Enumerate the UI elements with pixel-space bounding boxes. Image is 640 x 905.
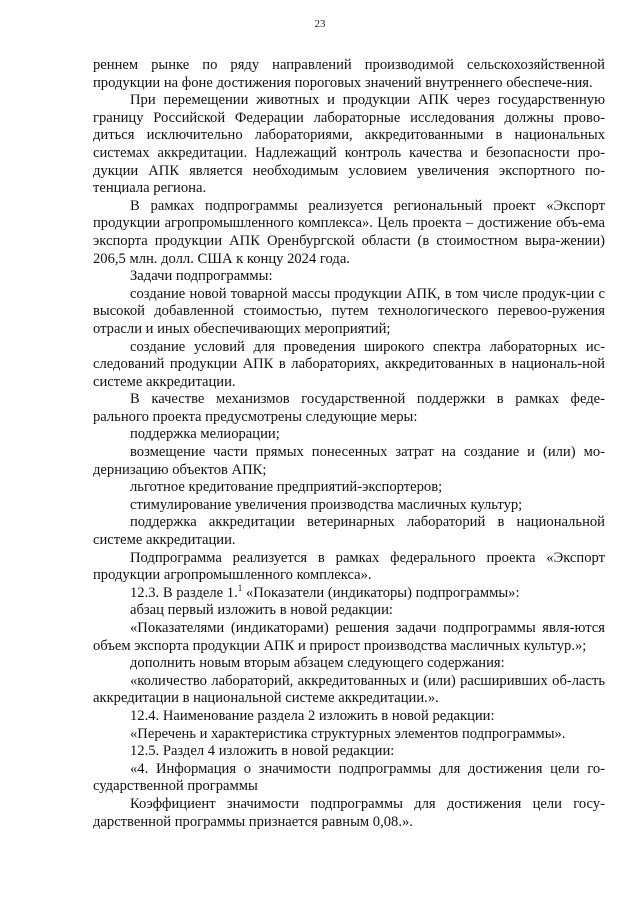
paragraph-text: стимулирование увеличения производства масличных культур;: [130, 496, 523, 513]
paragraph-text: поддержка аккредитации ветеринарных лабораторий в национальной системе аккредитации.: [93, 514, 605, 549]
paragraph-text: «Перечень и характеристика структурных элементов подпрограммы».: [130, 725, 566, 742]
paragraph: [93, 796, 605, 831]
paragraph-text: возмещение части прямых понесенных затрат на создание и (или) мо-дернизацию объектов АПК;: [93, 444, 605, 478]
paragraph: [93, 391, 605, 426]
paragraph: [93, 582, 605, 603]
paragraph: [93, 479, 605, 497]
paragraph-text: «Показателями (индикаторами) решения задачи подпрограммы явля-ются объем экспорта продукции АПК и прирост производства масличных культур.»;: [93, 620, 605, 654]
paragraph: [93, 268, 605, 286]
paragraph: [93, 198, 605, 268]
paragraph-text: В качестве механизмов государственной поддержки в рамках феде-рального проекта предусмотрены следующие меры:: [93, 391, 605, 425]
paragraph-text: 12.4. Наименование раздела 2 изложить в новой редакции:: [130, 707, 495, 724]
paragraph-text: 12.3. В разделе 1.: [130, 584, 238, 601]
paragraph: [93, 655, 605, 673]
paragraph: [93, 92, 605, 198]
paragraph: [93, 497, 605, 515]
paragraph: [93, 550, 605, 585]
paragraph: [93, 761, 605, 796]
paragraph: [93, 426, 605, 444]
paragraph: [93, 339, 605, 392]
paragraph-text: 12.5. Раздел 4 изложить в новой редакции:: [130, 743, 395, 760]
paragraph-text: создание условий для проведения широкого спектра лабораторных ис-следований продукции АПК в лабораториях, аккредитованных в националь-ной системе аккредитации.: [93, 338, 605, 390]
paragraph: [93, 57, 605, 92]
document-body: [93, 57, 605, 831]
paragraph-text: Подпрограмма реализуется в рамках федерального проекта «Экспорт продукции агропромышленного комплекса».: [93, 549, 605, 584]
paragraph-text: абзац первый изложить в новой редакции:: [130, 602, 393, 619]
paragraph: [93, 673, 605, 708]
paragraph-text: При перемещении животных и продукции АПК через государственную границу Российской Федерации лабораторные исследования должны прово-диться исключительно лабораториями, аккредитованными в национальных системах аккредитации. Надлежащий контроль качества и безопасности про-дукции АПК является необходимым условием увеличения экспортного по-тенциала региона.: [93, 92, 605, 197]
paragraph-text: «количество лабораторий, аккредитованных и (или) расширивших об-ласть аккредитации в национальной системе аккредитации.».: [93, 672, 605, 707]
paragraph-text: «4. Информация о значимости подпрограммы для достижения цели го-сударственной программы: [93, 760, 605, 795]
paragraph-text: Коэффициент значимости подпрограммы для достижения цели госу-дарственной программы признается равным 0,08.».: [93, 795, 605, 830]
paragraph: [93, 286, 605, 339]
paragraph: [93, 444, 605, 479]
paragraph-text: дополнить новым вторым абзацем следующего содержания:: [130, 655, 505, 672]
paragraph: [93, 708, 605, 726]
paragraph: [93, 514, 605, 549]
paragraph-text: льготное кредитование предприятий-экспортеров;: [130, 479, 443, 496]
paragraph-text: поддержка мелиорации;: [130, 426, 280, 443]
paragraph-text: В рамках подпрограммы реализуется региональный проект «Экспорт продукции агропромышленного комплекса». Цель проекта – достижение объ-ема экспорта продукции АПК Оренбургской области (в стоимостном выра-жении) 206,5 млн. долл. США к концу 2024 года.: [93, 197, 605, 267]
superscript: 1: [237, 582, 243, 593]
paragraph: [93, 602, 605, 620]
paragraph: [93, 726, 605, 744]
page-number: 23: [314, 18, 326, 30]
paragraph-text: реннем рынке по ряду направлений производимой сельскохозяйственной продукции на фоне достижения пороговых значений внутреннего обеспече-ния.: [93, 57, 605, 91]
paragraph-text-continued: «Показатели (индикаторы) подпрограммы»:: [242, 584, 520, 601]
paragraph: [93, 743, 605, 761]
paragraph: [93, 620, 605, 655]
paragraph-text: создание новой товарной массы продукции АПК, в том числе продук-ции с высокой добавленной стоимостью, путем технологического перевоо-ружения отрасли и иных обеспечивающих мероприятий;: [93, 285, 605, 337]
paragraph-text: Задачи подпрограммы:: [130, 268, 273, 285]
